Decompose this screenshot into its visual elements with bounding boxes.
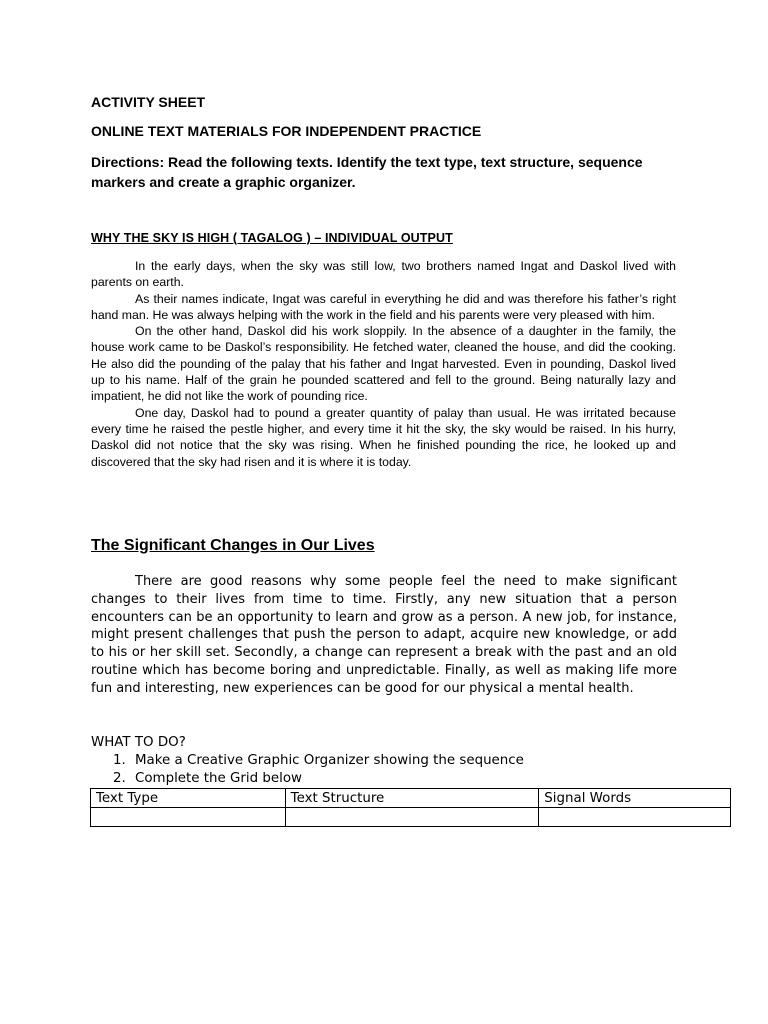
grid-cell-text-structure[interactable]	[285, 808, 539, 827]
directions-text: Directions: Read the following texts. Identify the text type, text structure, sequence markers and create a graphic organizer.	[91, 154, 643, 190]
story-paragraph: On the other hand, Daskol did his work sloppily. In the absence of a daughter in the family, the house work came to be Daskol’s responsibility. He fetched water, cleaned the house, and did the cooking. He also did the pounding of the palay that his father and Ingat harvested. Even in pounding, Daskol lived up to his name. Half of the grain he pounded scattered and fell to the ground. Being naturally lazy and impatient, he did not like the work of pounding rice.	[91, 324, 676, 404]
essay-paragraph: There are good reasons why some people feel the need to make significant changes to their lives from time to time. Firstly, any new situation that a person encounters can be an opportunity to learn and grow as a person. A new job, for instance, might present challenges that push the person to adapt, acquire new knowledge, or add to his or her skill set. Secondly, a change can represent a break with the past and an old routine which has become boring and unpredictable. Finally, as well as making life more fun and interesting, new experiences can be good for our physical a mental health.	[91, 574, 677, 696]
grid-cell-signal-words[interactable]	[539, 808, 731, 827]
grid-cell-text-type[interactable]	[91, 808, 286, 827]
list-item	[91, 770, 524, 788]
story-title: WHY THE SKY IS HIGH ( TAGALOG ) – INDIVIDUAL OUTPUT	[91, 231, 453, 245]
list-item-number: 2.	[113, 770, 126, 786]
list-item-number: 1.	[113, 753, 126, 768]
story-paragraph: In the early days, when the sky was still low, two brothers named Ingat and Daskol lived with parents on earth.	[91, 259, 676, 290]
grid-header-text-type: Text Type	[91, 789, 286, 808]
story-paragraph: As their names indicate, Ingat was careful in everything he did and was therefore his father’s right hand man. He was always helping with the work in the field and his parents were very pleased with him.	[91, 291, 676, 322]
what-to-do-list	[91, 752, 524, 787]
answer-grid	[90, 788, 731, 827]
story-paragraph: One day, Daskol had to pound a greater quantity of palay than usual. He was irritated because every time he raised the pestle higher, and every time it hit the sky, the sky would be raised. In his hurry, Daskol did not notice that the sky was rising. When he finished pounding the rice, he looked up and discovered that the sky had risen and it is where it is today.	[91, 405, 676, 469]
sheet-subtitle: ONLINE TEXT MATERIALS FOR INDEPENDENT PRACTICE	[91, 123, 482, 139]
grid-answer-row	[91, 808, 731, 827]
list-item-text: Complete the Grid below	[135, 770, 302, 786]
list-item-text: Make a Creative Graphic Organizer showing the sequence	[135, 753, 524, 768]
story-body	[91, 258, 676, 470]
grid-header-text-structure: Text Structure	[285, 789, 539, 808]
what-to-do-title: WHAT TO DO?	[91, 735, 186, 750]
grid-header-row	[91, 789, 731, 808]
essay-title: The Significant Changes in Our Lives	[91, 537, 375, 554]
sheet-title: ACTIVITY SHEET	[91, 94, 206, 110]
essay-body	[91, 573, 677, 698]
grid-header-signal-words: Signal Words	[539, 789, 731, 808]
list-item	[91, 752, 524, 770]
